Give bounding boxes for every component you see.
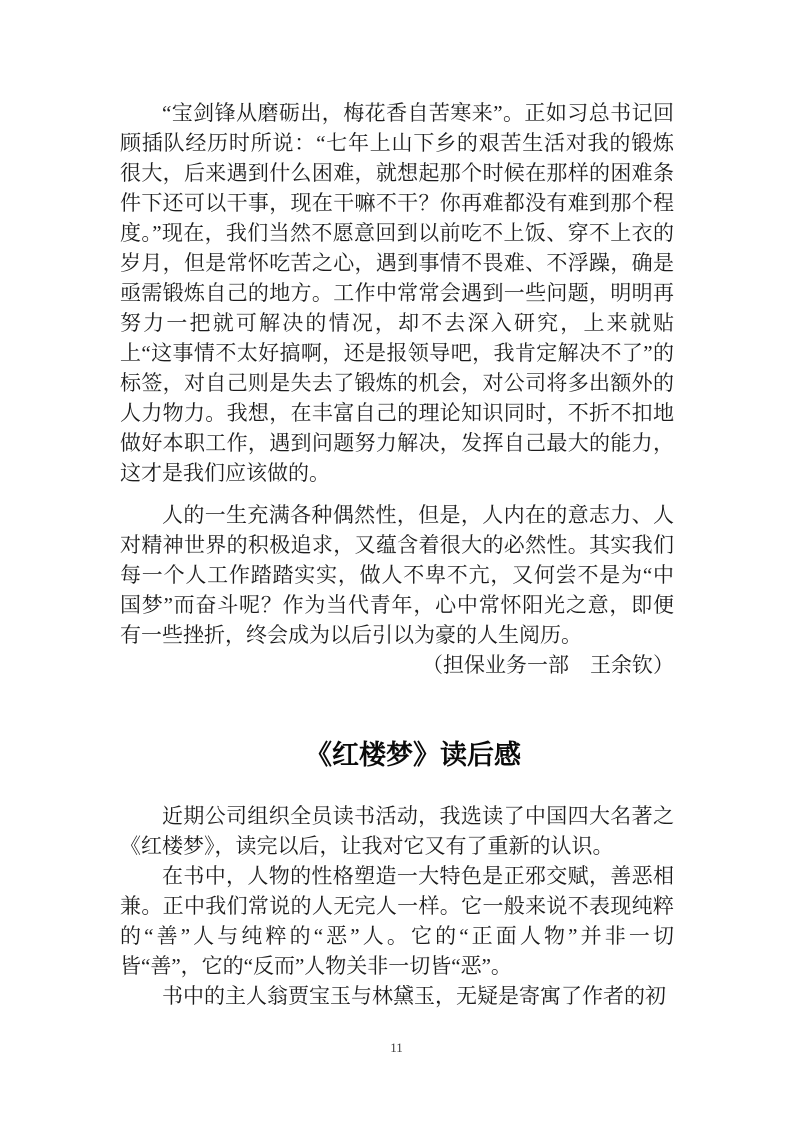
text-body [120, 98, 674, 1011]
essay2-paragraph-3: 书中的主人翁贾宝玉与林黛玉，无疑是寄寓了作者的初 [162, 984, 666, 1008]
essay2-paragraph-1: 近期公司组织全员读书活动，我选读了中国四大名著之《红楼梦》，读完以后，让我对它又有了重新的认识。 [120, 804, 674, 858]
page-number: 11 [390, 1040, 403, 1055]
essay1-paragraph-2: 人的一生充满各种偶然性，但是，人内在的意志力、人对精神世界的积极追求，又蕴含着很大的必然性。其实我们每一个人工作踏踏实实，做人不卑不亢，又何尝不是为“中国梦”而奋斗呢？作为当代青年，心中常怀阳光之意，即便有一些挫折，终会成为以后引以为豪的人生阅历。 [120, 503, 674, 647]
essay2-paragraph-2: 在书中，人物的性格塑造一大特色是正邪交赋，善恶相兼。正中我们常说的人无完人一样。它一般来说不表现纯粹的“善”人与纯粹的“恶”人。它的“正面人物”并非一切皆“善”，它的“反而”人物关非一切皆“恶”。 [120, 864, 674, 978]
essay1-paragraph-1: “宝剑锋从磨砺出，梅花香自苦寒来”。正如习总书记回顾插队经历时所说：“七年上山下乡的艰苦生活对我的锻炼很大，后来遇到什么困难，就想起那个时候在那样的困难条件下还可以干事，现在干嘛不干？你再难都没有难到那个程度。”现在，我们当然不愿意回到以前吃不上饭、穿不上衣的岁月，但是常怀吃苦之心，遇到事情不畏难、不浮躁，确是亟需锻炼自己的地方。工作中常常会遇到一些问题，明明再努力一把就可解决的情况，却不去深入研究，上来就贴上“这事情不太好搞啊，还是报领导吧，我肯定解决不了”的标签，对自己则是失去了锻炼的机会，对公司将多出额外的人力物力。我想，在丰富自己的理论知识同时，不折不扣地做好本职工作，遇到问题努力解决，发挥自己最大的能力，这才是我们应该做的。 [120, 101, 674, 485]
attribution-line: （担保业务一部 王余钦） [422, 653, 674, 677]
essay2-title: 《红楼梦》读后感 [305, 740, 521, 770]
